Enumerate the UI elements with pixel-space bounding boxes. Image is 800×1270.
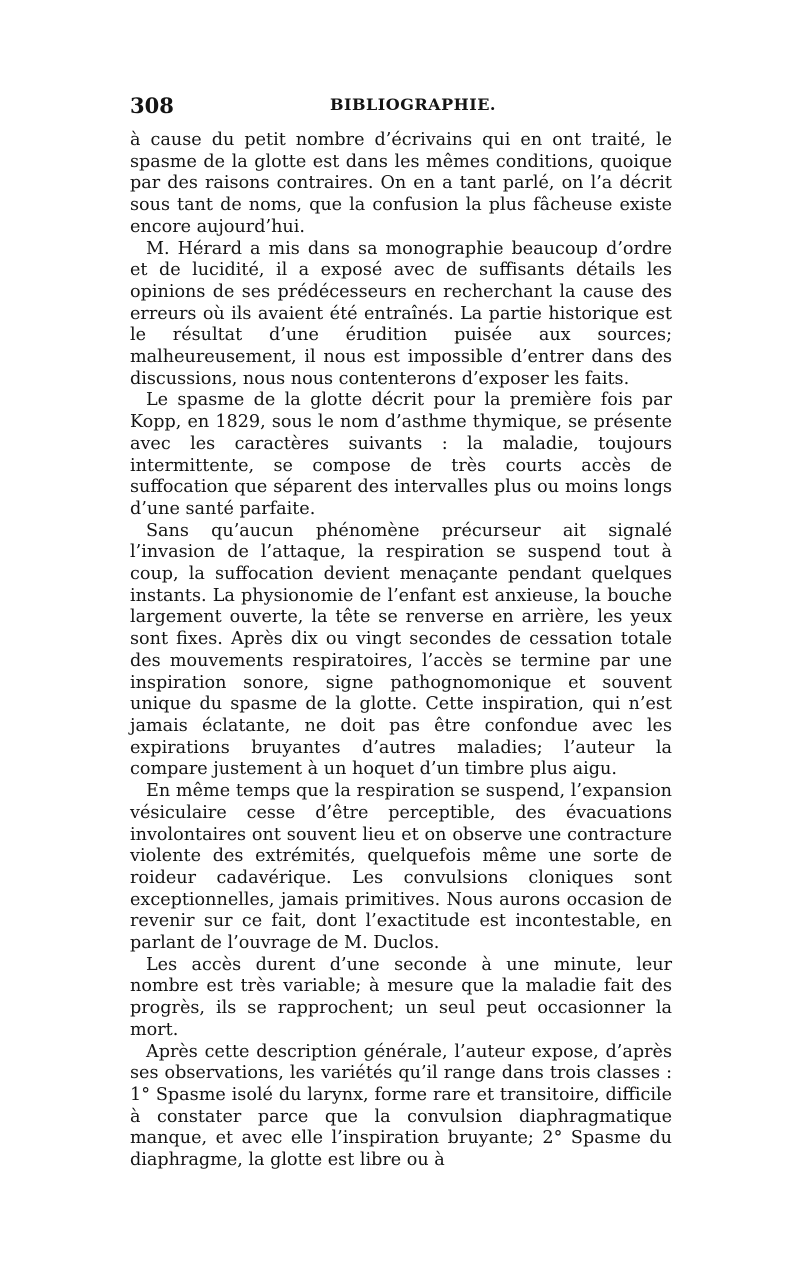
page-header: [130, 93, 672, 119]
paragraph-continuation: à cause du petit nombre d’écrivains qui en ont traité, le spasme de la glotte est dans les mêmes conditions, quoique par des raisons contraires. On en a tant parlé, on l’a décrit sous tant de noms, que la confusion la plus fâcheuse existe encore aujourd’hui.: [130, 130, 672, 237]
running-head: BIBLIOGRAPHIE.: [330, 95, 496, 114]
page-number: 308: [130, 93, 174, 118]
paragraph-attack-duration: Les accès durent d’une seconde à une minute, leur nombre est très variable; à mesure que la maladie fait des progrès, ils se rapprochent; un seul peut occasionner la mort.: [130, 954, 672, 1040]
paragraph-varieties: Après cette description générale, l’auteur expose, d’après ses observations, les variétés qu’il range dans trois classes : 1° Spasme isolé du larynx, forme rare et transitoire, difficile à constater parce que la convulsion diaphragmatique manque, et avec elle l’inspiration bruyante; 2° Spasme du diaphragme, la glotte est libre ou à: [130, 1041, 672, 1171]
paragraph-kopp-description: Le spasme de la glotte décrit pour la première fois par Kopp, en 1829, sous le nom d’asthme thymique, se présente avec les caractères suivants : la maladie, toujours intermittente, se compose de très courts accès de suffocation que séparent des intervalles plus ou moins longs d’une santé parfaite.: [130, 390, 672, 519]
paragraph-attack-symptoms: Sans qu’aucun phénomène précurseur ait signalé l’invasion de l’attaque, la respiration se suspend tout à coup, la suffocation devient menaçante pendant quelques instants. La physionomie de l’enfant est anxieuse, la bouche largement ouverte, la tête se renverse en arrière, les yeux sont fixes. Après dix ou vingt secondes de cessation totale des mouvements respiratoires, l’accès se termine par une inspiration sonore, signe pathognomonique et souvent unique du spasme de la glotte. Cette inspiration, qui n’est jamais éclatante, ne doit pas être confondue avec les expirations bruyantes d’autres maladies; l’auteur la compare justement à un hoquet d’un timbre plus aigu.: [130, 520, 672, 780]
body-text: [130, 130, 672, 1172]
paragraph-respiration-suspension: En même temps que la respiration se suspend, l’expansion vésiculaire cesse d’être perceptible, des évacuations involontaires ont souvent lieu et on observe une contracture violente des extrémités, quelquefois même une sorte de roideur cadavérique. Les convulsions cloniques sont exceptionnelles, jamais primitives. Nous aurons occasion de revenir sur ce fait, dont l’exactitude est incontestable, en parlant de l’ouvrage de M. Duclos.: [130, 781, 672, 954]
paragraph-herard-monograph: M. Hérard a mis dans sa monographie beaucoup d’ordre et de lucidité, il a exposé avec de suffisants détails les opinions de ses prédécesseurs en recherchant la cause des erreurs où ils avaient été entraînés. La partie historique est le résultat d’une érudition puisée aux sources; malheureusement, il nous est impossible d’entrer dans des discussions, nous nous contenterons d’exposer les faits.: [130, 238, 672, 389]
